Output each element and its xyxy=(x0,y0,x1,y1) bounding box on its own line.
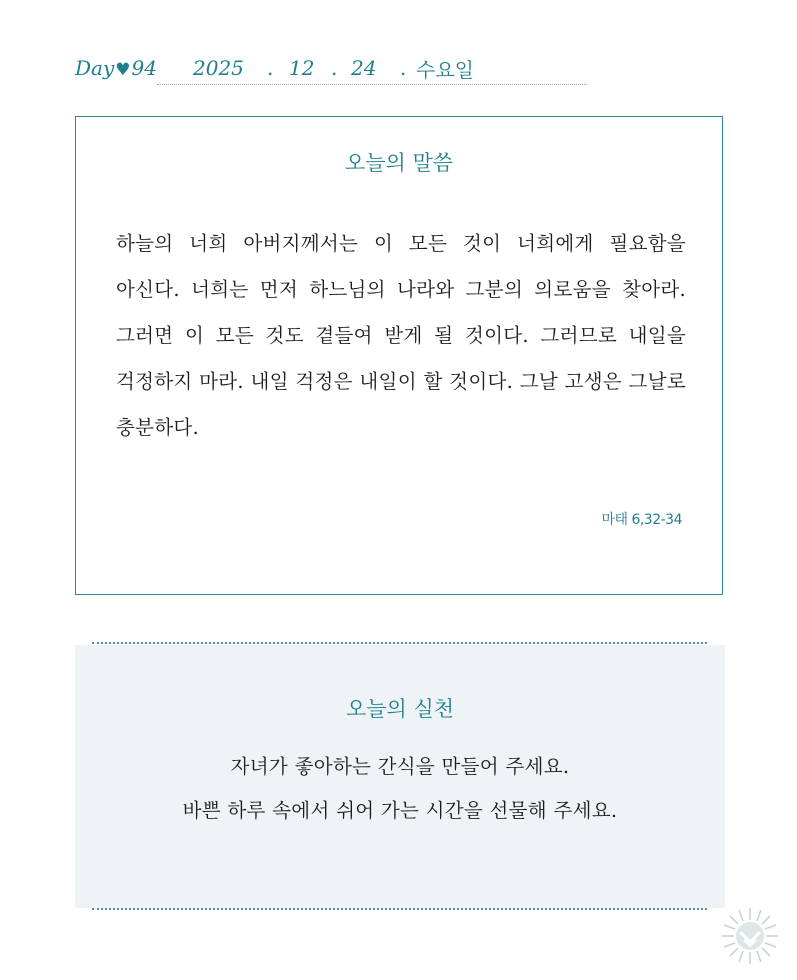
todays-word-box xyxy=(75,116,723,595)
day-label xyxy=(75,56,157,80)
heart-icon: ♥ xyxy=(115,60,131,80)
date-separator: . xyxy=(267,56,274,80)
practice-line: 바쁜 하루 속에서 쉬어 가는 시간을 선물해 주세요. xyxy=(182,799,618,822)
todays-practice-box xyxy=(75,645,725,908)
practice-bottom-divider xyxy=(92,908,707,910)
practice-line: 자녀가 좋아하는 간식을 만들어 주세요. xyxy=(230,755,570,778)
date-separator: . xyxy=(331,56,338,80)
date-weekday: 수요일 xyxy=(416,58,474,82)
sunburst-logo-icon xyxy=(720,906,780,966)
day-number: 94 xyxy=(131,56,157,80)
date-header xyxy=(75,52,515,86)
practice-top-divider xyxy=(92,642,707,644)
date-year: 2025 xyxy=(193,56,244,80)
word-reference: 마태 6,32-34 xyxy=(601,512,682,528)
date-day: 24 xyxy=(351,56,377,80)
date-underline xyxy=(157,84,587,85)
date-month: 12 xyxy=(289,56,315,80)
day-prefix: Day xyxy=(75,56,115,80)
word-title: 오늘의 말씀 xyxy=(344,151,454,175)
word-text: 하늘의 너희 아버지께서는 이 모든 것이 너희에게 필요함을 아신다. 너희는 먼저 하느님의 나라와 그분의 의로움을 찾아라. 그러면 이 모든 것도 곁들여 받게 될 것이다. 그러므로 내일을 걱정하지 마라. 내일 걱정은 내일이 할 것이다. 그날 고생은 그날로 충분하다. xyxy=(116,232,686,439)
date-separator: . xyxy=(400,56,407,80)
practice-title: 오늘의 실천 xyxy=(345,697,455,721)
